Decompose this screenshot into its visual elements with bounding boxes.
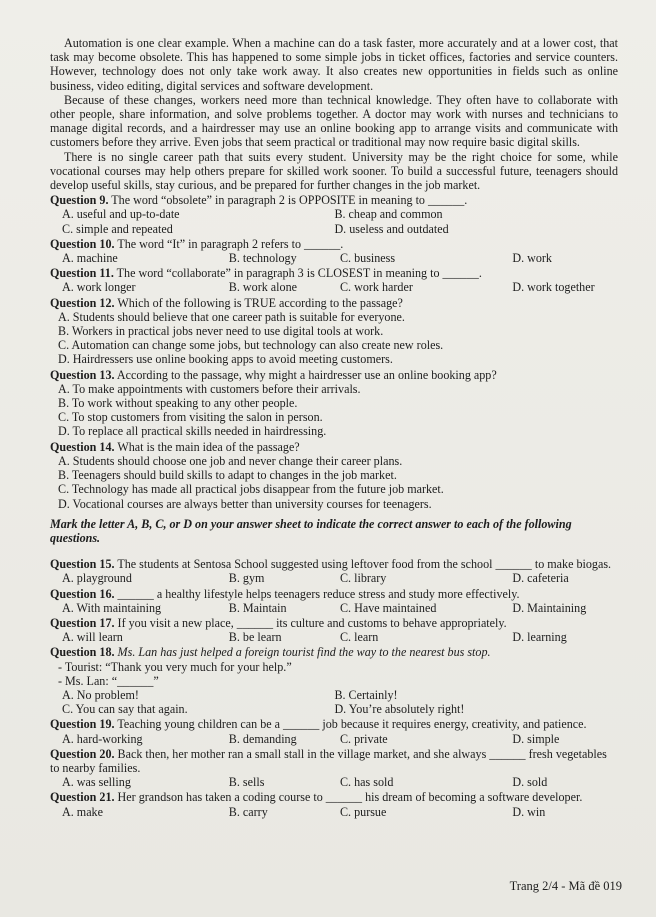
answer-option[interactable]: C. work harder: [339, 280, 413, 295]
question-number: Question 16.: [50, 586, 115, 601]
answer-option[interactable]: A. No problem!: [62, 688, 139, 703]
answer-option[interactable]: C. has sold: [339, 775, 394, 790]
question-block: [50, 193, 618, 236]
section-instruction: Mark the letter A, B, C, or D on your answer sheet to indicate the correct answer to each of the following questions.: [50, 516, 572, 545]
answer-option[interactable]: A. machine: [62, 251, 118, 266]
page-footer: Trang 2/4 - Mã đề 019: [509, 878, 622, 893]
answer-option[interactable]: C. pursue: [339, 804, 387, 819]
answer-option[interactable]: A. useful and up-to-date: [62, 207, 180, 222]
question-number: Question 19.: [50, 717, 115, 732]
answer-option[interactable]: D. work: [512, 251, 552, 266]
answer-option[interactable]: C. You can say that again.: [62, 702, 188, 717]
question-text: According to the passage, why might a hairdresser use an online booking app?: [116, 367, 497, 382]
question-text: Which of the following is TRUE according to the passage?: [117, 295, 403, 310]
answer-option[interactable]: B. Maintain: [228, 600, 287, 615]
answer-option[interactable]: D. Hairdressers use online booking apps to avoid meeting customers.: [58, 352, 393, 367]
answer-option[interactable]: C. simple and repeated: [62, 221, 173, 236]
answer-option[interactable]: B. demanding: [228, 731, 297, 746]
answer-option[interactable]: A. hard-working: [62, 731, 143, 746]
question-block: [50, 368, 618, 439]
question-number: Question 12.: [50, 295, 115, 310]
question-block: [50, 790, 618, 818]
answer-option[interactable]: A. was selling: [62, 775, 131, 790]
question-text: Her grandson has taken a coding course to ______ his dream of becoming a software developer.: [117, 790, 583, 805]
passage-paragraph: Automation is one clear example. When a machine can do a task faster, more accurately and at a lower cost, that task may become obsolete. This has happened to some simple jobs in ticket offices, factories and service counters. However, technology does not only take work away. It also creates new opportunities in fields such as online business, video editing, digital services and software development.: [50, 36, 618, 93]
answer-option[interactable]: C. library: [339, 571, 387, 586]
question-text: The students at Sentosa School suggested using leftover food from the school ______ to make biogas.: [117, 557, 612, 572]
answer-option[interactable]: A. playground: [62, 571, 132, 586]
question-number: Question 18.: [50, 645, 115, 660]
answer-option[interactable]: C. To stop customers from visiting the salon in person.: [58, 410, 323, 425]
question-number: Question 20.: [50, 746, 115, 761]
dialog-line: - Ms. Lan: “______”: [58, 673, 159, 688]
answer-option[interactable]: B. sells: [228, 775, 265, 790]
question-block: [50, 747, 618, 790]
answer-option[interactable]: C. private: [339, 731, 388, 746]
answer-option[interactable]: D. work together: [512, 280, 595, 295]
answer-option[interactable]: D. You’re absolutely right!: [334, 702, 465, 717]
question-block: [50, 237, 618, 265]
answer-option[interactable]: C. business: [339, 251, 396, 266]
question-block: [50, 296, 618, 367]
answer-option[interactable]: D. cafeteria: [512, 571, 569, 586]
answer-option[interactable]: D. simple: [512, 731, 560, 746]
question-number: Question 21.: [50, 790, 115, 805]
answer-option[interactable]: B. Workers in practical jobs never need to use digital tools at work.: [58, 324, 384, 339]
question-block: [50, 587, 618, 615]
question-text: Back then, her mother ran a small stall in the village market, and she always ______ fresh vegetables to nearby families.: [50, 746, 607, 776]
question-text: If you visit a new place, ______ its culture and customs to behave appropriately.: [117, 616, 507, 631]
answer-option[interactable]: D. win: [512, 804, 546, 819]
question-block: [50, 616, 618, 644]
question-number: Question 13.: [50, 367, 115, 382]
question-number: Question 15.: [50, 557, 115, 572]
question-text: What is the main idea of the passage?: [117, 439, 300, 454]
question-number: Question 11.: [50, 266, 114, 281]
answer-option[interactable]: A. work longer: [62, 280, 136, 295]
answer-option[interactable]: A. Students should believe that one career path is suitable for everyone.: [58, 309, 405, 324]
answer-option[interactable]: B. gym: [228, 571, 265, 586]
passage-paragraph: Because of these changes, workers need more than technical knowledge. They often have to collaborate with other people, share information, and solve problems together. A doctor may work with nurses and technicians to manage digital records, and a hairdresser may use an online booking app to arrange visits and communicate with customers before they arrive. Even jobs that seem practical or traditional may now require basic digital skills.: [50, 92, 618, 150]
answer-option[interactable]: B. cheap and common: [334, 207, 443, 222]
answer-option[interactable]: B. Teenagers should build skills to adapt to changes in the job market.: [58, 468, 397, 483]
question-number: Question 10.: [50, 236, 115, 251]
answer-option[interactable]: D. useless and outdated: [334, 221, 449, 236]
question-block: [50, 717, 618, 745]
question-block: [50, 266, 618, 294]
answer-option[interactable]: D. sold: [512, 775, 548, 790]
answer-option[interactable]: C. Automation can change some jobs, but technology can also create new roles.: [58, 338, 444, 353]
question-number: Question 9.: [50, 193, 109, 208]
answer-option[interactable]: C. learn: [339, 630, 379, 645]
question-text: The word “collaborate” in paragraph 3 is CLOSEST in meaning to ______.: [116, 266, 482, 281]
answer-option[interactable]: B. To work without speaking to any other people.: [58, 396, 298, 411]
question-block: [50, 440, 618, 511]
answer-option[interactable]: D. Maintaining: [512, 600, 587, 615]
answer-option[interactable]: D. To replace all practical skills needed in hairdressing.: [58, 424, 327, 439]
question-block: [50, 645, 618, 716]
answer-option[interactable]: A. will learn: [62, 630, 123, 645]
answer-option[interactable]: D. Vocational courses are always better than university courses for teenagers.: [58, 496, 432, 511]
passage-paragraph: There is no single career path that suits every student. University may be the right choice for some, while vocational courses may help others prepare for skilled work sooner. To build a successful future, teenagers should develop useful skills, stay curious, and be prepared for further changes in the job market.: [50, 149, 618, 193]
answer-option[interactable]: B. technology: [228, 251, 297, 266]
answer-option[interactable]: C. Have maintained: [339, 600, 437, 615]
question-block: [50, 557, 618, 585]
dialog-line: - Tourist: “Thank you very much for your help.”: [58, 659, 292, 674]
answer-option[interactable]: A. To make appointments with customers before their arrivals.: [58, 381, 361, 396]
answer-option[interactable]: B. be learn: [228, 630, 282, 645]
answer-option[interactable]: C. Technology has made all practical jobs disappear from the future job market.: [58, 482, 444, 497]
question-number: Question 17.: [50, 616, 115, 631]
answer-option[interactable]: B. Certainly!: [334, 688, 398, 703]
answer-option[interactable]: A. With maintaining: [62, 600, 162, 615]
question-text: The word “It” in paragraph 2 refers to ______.: [117, 236, 344, 251]
question-text: ______ a healthy lifestyle helps teenagers reduce stress and study more effectively.: [117, 586, 520, 601]
answer-option[interactable]: B. work alone: [228, 280, 297, 295]
question-text: Teaching young children can be a ______ job because it requires energy, creativity, and patience.: [117, 717, 587, 732]
answer-option[interactable]: D. learning: [512, 630, 567, 645]
question-text: The word “obsolete” in paragraph 2 is OPPOSITE in meaning to ______.: [111, 193, 468, 208]
answer-option[interactable]: A. make: [62, 804, 103, 819]
answer-option[interactable]: A. Students should choose one job and never change their career plans.: [58, 453, 403, 468]
answer-option[interactable]: B. carry: [228, 804, 268, 819]
question-number: Question 14.: [50, 439, 115, 454]
question-text: Ms. Lan has just helped a foreign tourist find the way to the nearest bus stop.: [117, 645, 491, 660]
